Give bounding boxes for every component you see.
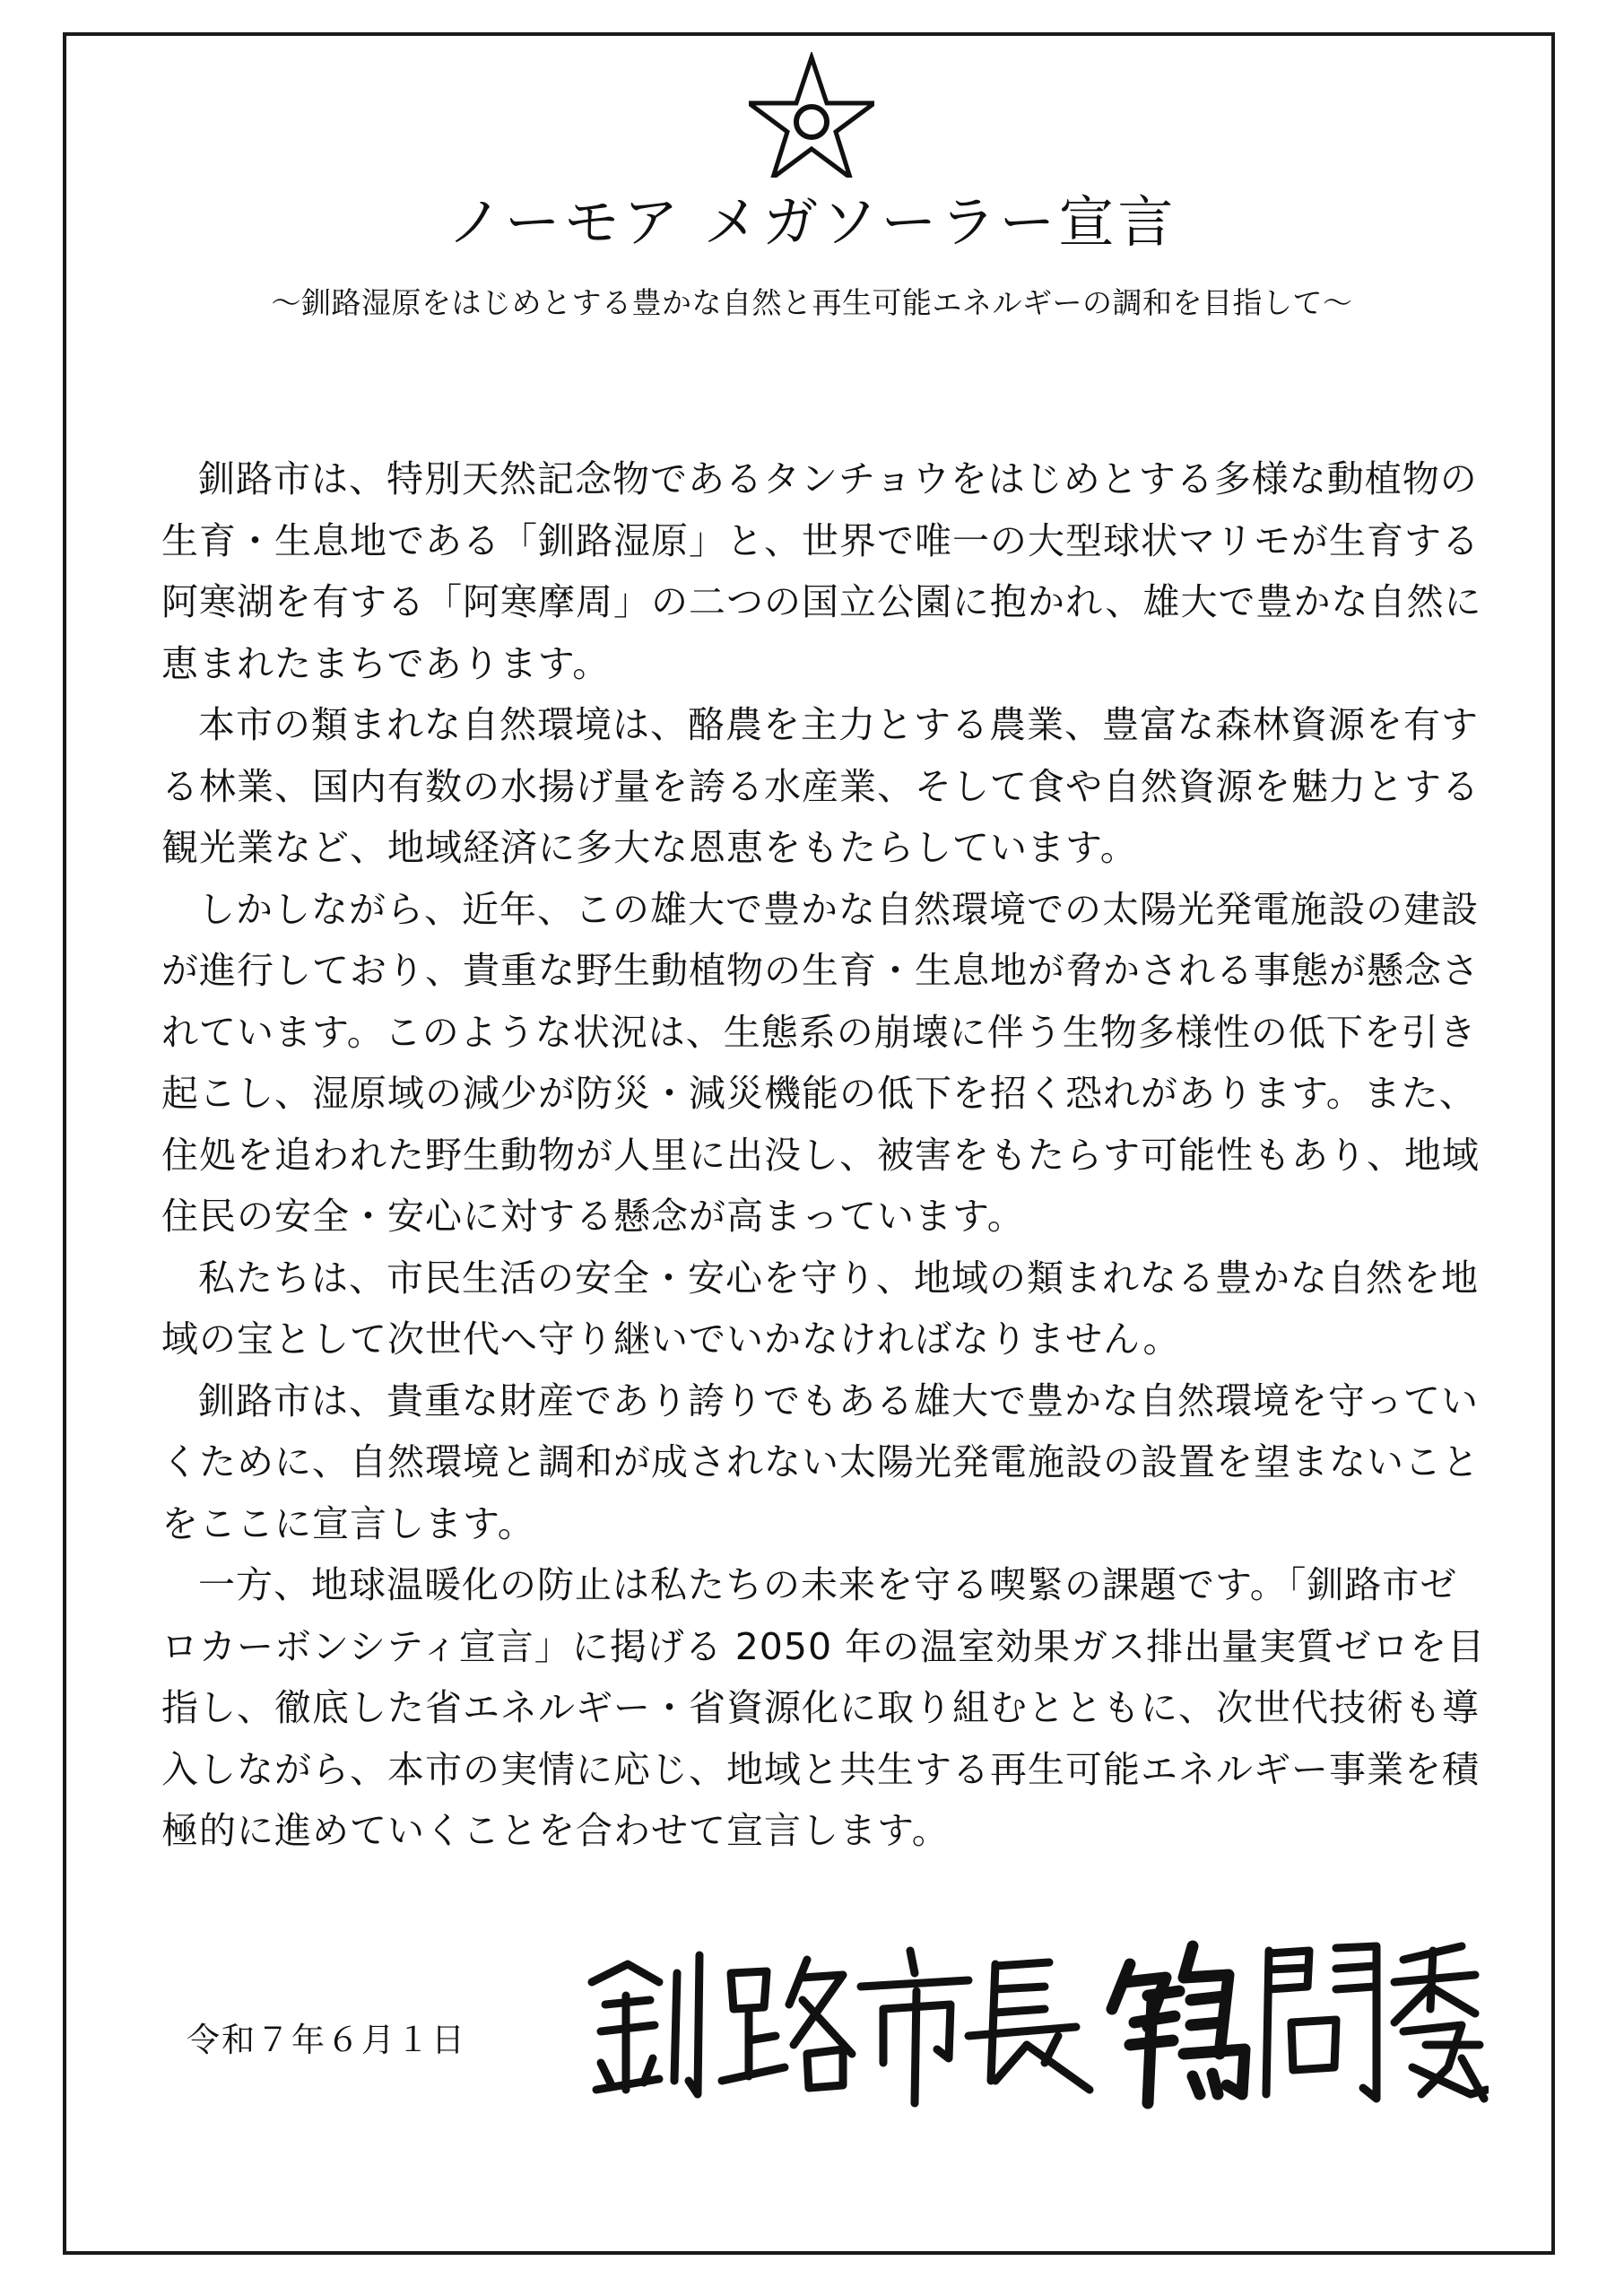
declaration-body [161, 448, 1489, 1862]
body-paragraph: 本市の類まれな自然環境は、酪農を主力とする農業、豊富な森林資源を有する林業、国内有数の水揚げ量を誇る水産業、そして食や自然資源を魅力とする観光業など、地域経済に多大な恩恵をもたらしています。 [161, 703, 1480, 869]
body-paragraph: 私たちは、市民生活の安全・安心を守り、地域の類まれなる豊かな自然を地域の宝として次世代へ守り継いでいかなければなりません。 [161, 1256, 1479, 1361]
body-paragraph: 一方、地球温暖化の防止は私たちの未来を守る喫緊の課題です。「釧路市ゼロカーボンシティ宣言」に掲げる 2050 年の温室効果ガス排出量実質ゼロを目指し、徹底した省エネルギー・省資源化に取り組むとともに、次世代技術も導入しながら、本市の実情に応じ、地域と共生する再生可能エネルギー事業を積極的に進めていくことを合わせて宣言します。 [161, 1563, 1486, 1852]
body-paragraph: 釧路市は、貴重な財産であり誇りでもある雄大で豊かな自然環境を守っていくために、自然環境と調和が成されない太陽光発電施設の設置を望まないことをここに宣言します。 [161, 1378, 1480, 1545]
city-emblem-star-icon [749, 52, 874, 178]
declaration-date: 令和７年６月１日 [187, 2021, 466, 2059]
body-paragraph: 釧路市は、特別天然記念物であるタンチョウをはじめとする多様な動植物の生育・生息地である「釧路湿原」と、世界で唯一の大型球状マリモが生育する阿寒湖を有する「阿寒摩周」の二つの国立公園に抱かれ、雄大で豊かな自然に恵まれたまちであります。 [161, 457, 1482, 685]
declaration-title: ノーモア メガソーラー宣言 [447, 189, 1177, 255]
mayor-signature [574, 1910, 1489, 2117]
body-paragraph: しかしながら、近年、この雄大で豊かな自然環境での太陽光発電施設の建設が進行しており、貴重な野生動植物の生育・生息地が脅かされる事態が懸念されています。このような状況は、生態系の崩壊に伴う生物多様性の低下を引き起こし、湿原域の減少が防災・減災機能の低下を招く恐れがあります。また、住処を追われた野生動物が人里に出没し、被害をもたらす可能性もあり、地域住民の安全・安心に対する懸念が高まっています。 [161, 887, 1480, 1238]
declaration-subtitle: ～釧路湿原をはじめとする豊かな自然と再生可能エネルギーの調和を目指して～ [271, 285, 1353, 320]
